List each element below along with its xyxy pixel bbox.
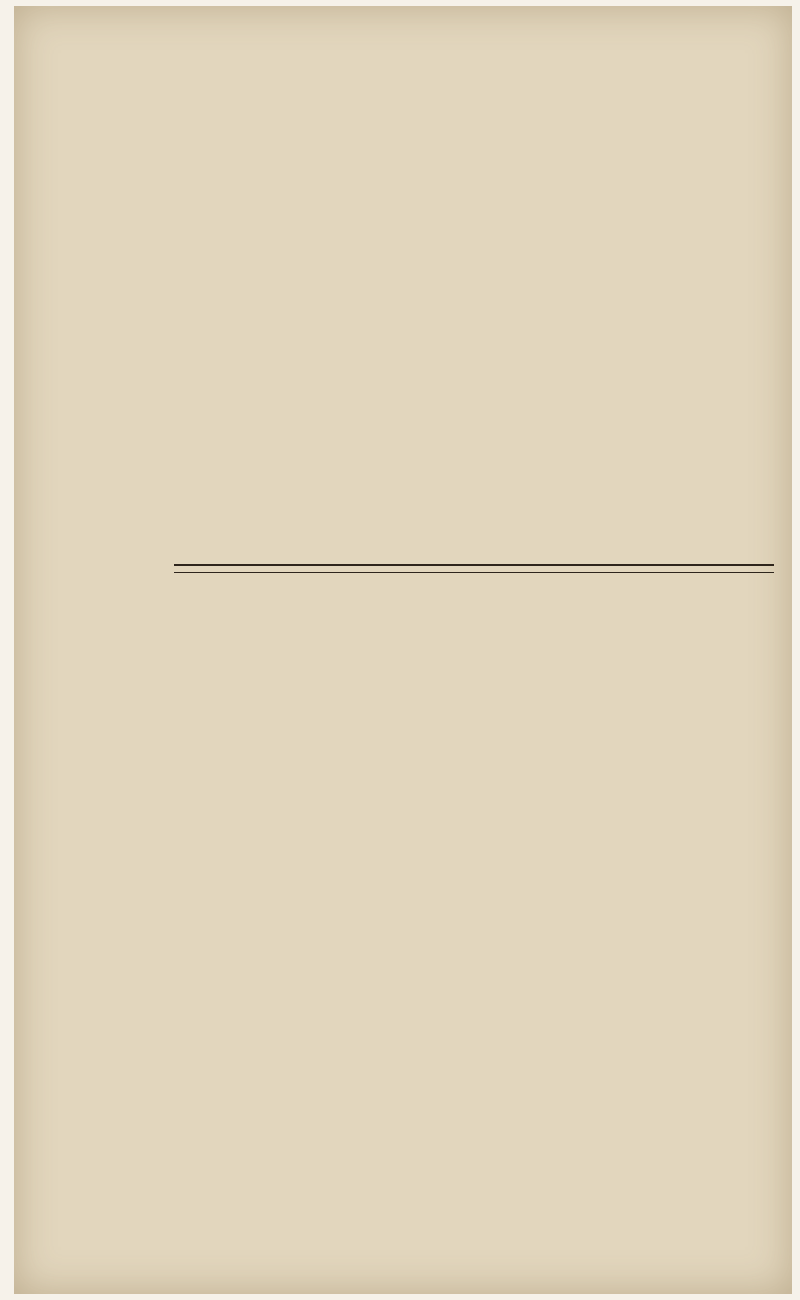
book-page (14, 6, 792, 1294)
section-divider (174, 564, 774, 573)
page-header (164, 48, 764, 88)
